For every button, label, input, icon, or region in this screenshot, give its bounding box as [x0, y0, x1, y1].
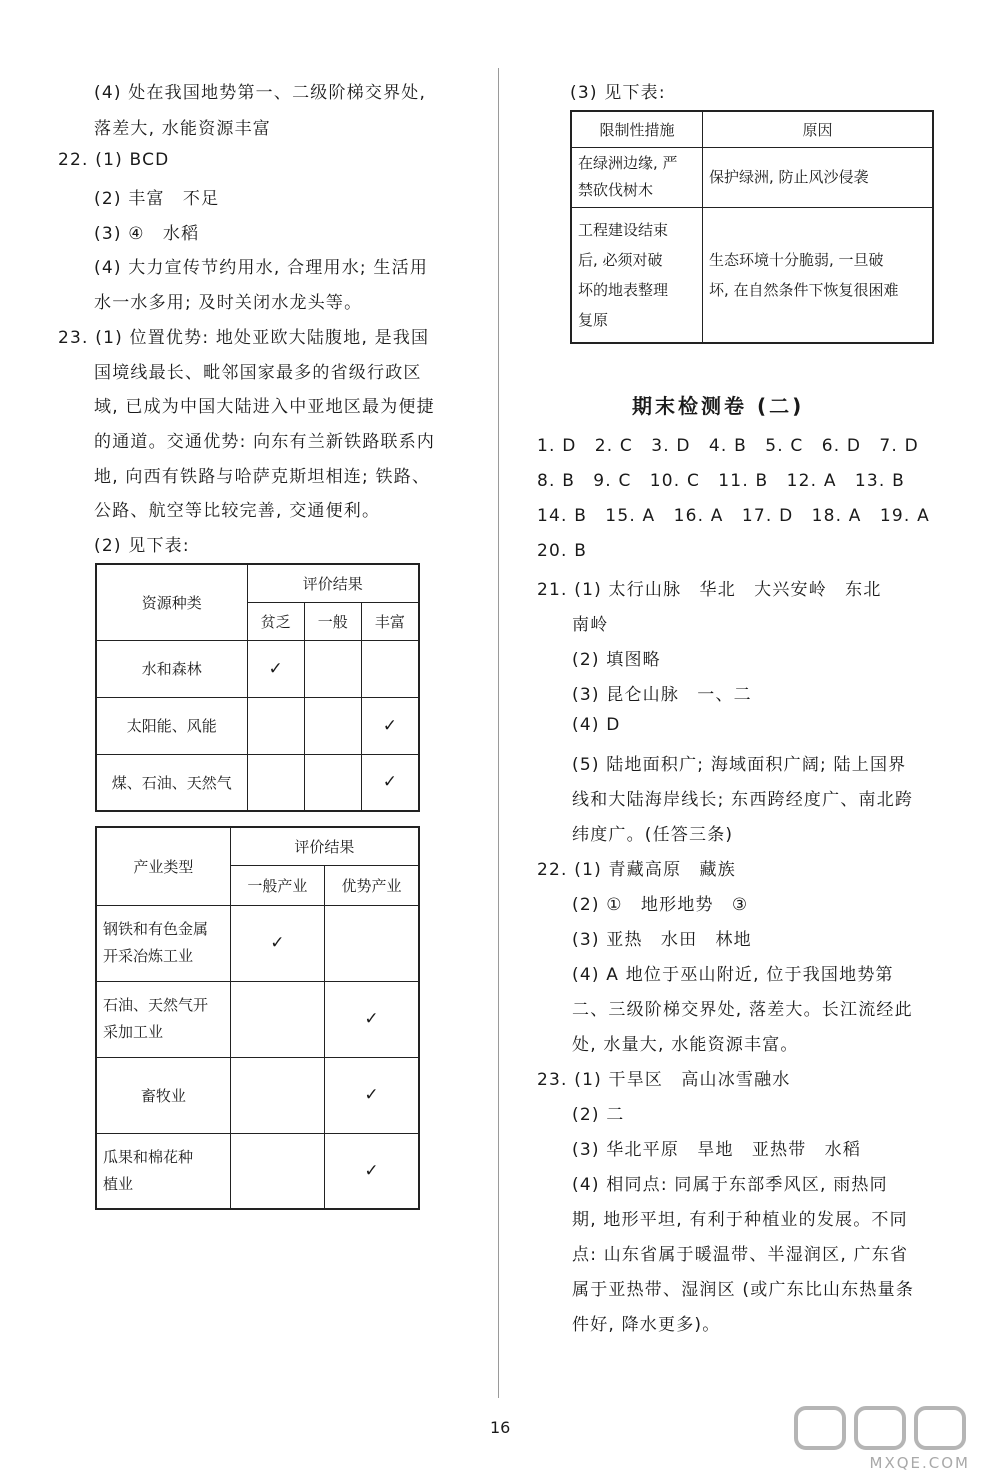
header-evaluation-result: 评价结果	[230, 827, 419, 865]
check-icon: ✓	[230, 905, 324, 981]
table-row	[96, 1133, 419, 1209]
text-line: (2) 见下表:	[94, 536, 190, 556]
industry-name	[96, 905, 230, 981]
table-row	[96, 640, 419, 697]
industry-name	[96, 981, 230, 1057]
text-line: 14. B 15. A 16. A 17. D 18. A 19. A	[537, 506, 930, 526]
table-row	[96, 1057, 419, 1133]
text-line: 线和大陆海岸线长; 东西跨经度广、南北跨	[572, 790, 914, 810]
text-line: 二、三级阶梯交界处, 落差大。长江流经此	[572, 1000, 913, 1020]
check-cell	[230, 981, 324, 1057]
watermark-text: MXQE.COM	[869, 1454, 970, 1472]
text-line: 1. D 2. C 3. D 4. B 5. C 6. D 7. D	[537, 436, 919, 456]
table-row	[96, 754, 419, 811]
check-cell	[304, 697, 361, 754]
text-line: 南岭	[572, 615, 609, 635]
text-line: (3) 昆仑山脉 一、二	[572, 685, 752, 705]
check-icon: ✓	[247, 640, 304, 697]
industry-name-line: 植业	[103, 1174, 134, 1193]
measure-line: 工程建设结束	[578, 220, 669, 239]
header-reason: 原因	[703, 111, 934, 147]
text-line: 23. (1) 干旱区 高山冰雪融水	[537, 1070, 791, 1090]
industry-name-line: 瓜果和棉花种	[103, 1147, 194, 1166]
reason-cell	[703, 207, 934, 343]
resource-name: 太阳能、风能	[96, 697, 247, 754]
measure-line: 坏的地表整理	[578, 280, 669, 299]
text-line: 20. B	[537, 541, 588, 561]
text-line: (3) 亚热 水田 林地	[572, 930, 752, 950]
text-line: (4) 处在我国地势第一、二级阶梯交界处,	[94, 83, 427, 103]
check-icon: ✓	[324, 981, 419, 1057]
text-line: (2) 填图略	[572, 650, 661, 670]
table-row	[96, 697, 419, 754]
header-col: 优势产业	[324, 865, 419, 905]
check-icon: ✓	[324, 1057, 419, 1133]
industry-name-line: 石油、天然气开	[103, 996, 209, 1014]
measure-line: 禁砍伐树木	[578, 181, 654, 199]
check-cell	[230, 1133, 324, 1209]
industry-name-line: 开采冶炼工业	[103, 947, 194, 965]
text-line: 处, 水量大, 水能资源丰富。	[572, 1035, 799, 1055]
text-line: (3) 华北平原 旱地 亚热带 水稻	[572, 1140, 862, 1160]
check-cell	[324, 905, 419, 981]
table-row	[96, 905, 419, 981]
header-evaluation-result: 评价结果	[247, 564, 419, 602]
text-line: 期, 地形平坦, 有利于种植业的发展。不同	[572, 1210, 908, 1230]
measure-line: 后, 必须对破	[578, 250, 663, 269]
page-number: 16	[490, 1418, 511, 1437]
text-line: 的通道。交通优势: 向东有兰新铁路联系内	[94, 432, 436, 452]
resource-name: 煤、石油、天然气	[96, 754, 247, 811]
text-line: (2) 丰富 不足	[94, 189, 220, 209]
check-cell	[230, 1057, 324, 1133]
check-cell	[361, 640, 419, 697]
measure-line: 在绿洲边缘, 严	[578, 154, 678, 172]
reason-line: 坏, 在自然条件下恢复很困难	[709, 280, 899, 299]
header-col: 丰富	[361, 602, 419, 640]
text-line: (2) 二	[572, 1105, 625, 1125]
text-line: (3) ④ 水稻	[94, 224, 200, 244]
header-col: 贫乏	[247, 602, 304, 640]
table-row	[571, 207, 933, 343]
resource-name: 水和森林	[96, 640, 247, 697]
text-line: 公路、航空等比较完善, 交通便利。	[94, 501, 381, 521]
text-line: 21. (1) 太行山脉 华北 大兴安岭 东北	[537, 580, 882, 600]
text-line: 23. (1) 位置优势: 地处亚欧大陆腹地, 是我国	[58, 328, 430, 348]
text-line: (4) 相同点: 同属于东部季风区, 雨热同	[572, 1175, 888, 1195]
industry-name-line: 采加工业	[103, 1023, 164, 1041]
check-icon: ✓	[361, 754, 419, 811]
measures-table	[570, 110, 934, 344]
text-line: (2) ① 地形地势 ③	[572, 895, 749, 915]
reason-line: 保护绿洲, 防止风沙侵袭	[709, 167, 869, 186]
header-resource-type: 资源种类	[96, 564, 247, 640]
header-col: 一般产业	[230, 865, 324, 905]
text-line: 地, 向西有铁路与哈萨克斯坦相连; 铁路、	[94, 467, 431, 487]
check-cell	[304, 754, 361, 811]
reason-cell	[703, 147, 934, 207]
text-line: (5) 陆地面积广; 海域面积广阔; 陆上国界	[572, 755, 907, 775]
text-line: (4) D	[572, 715, 621, 735]
text-line: (3) 见下表:	[570, 83, 666, 103]
industry-name-line: 钢铁和有色金属	[103, 920, 209, 938]
text-line: 纬度广。(任答三条)	[572, 825, 734, 845]
reason-line: 生态环境十分脆弱, 一旦破	[709, 250, 884, 269]
measure-line: 复原	[578, 310, 609, 329]
industry-evaluation-table	[95, 826, 420, 1210]
text-line: 件好, 降水更多)。	[572, 1315, 721, 1335]
text-line: (4) A 地位于巫山附近, 位于我国地势第	[572, 965, 894, 985]
text-line: 国境线最长、毗邻国家最多的省级行政区	[94, 363, 422, 383]
check-cell	[247, 697, 304, 754]
industry-name	[96, 1133, 230, 1209]
text-line: 点: 山东省属于暖温带、半湿润区, 广东省	[572, 1245, 909, 1265]
text-line: 22. (1) BCD	[58, 150, 170, 170]
measure-cell	[571, 147, 703, 207]
text-line: 域, 已成为中国大陆进入中亚地区最为便捷	[94, 397, 435, 417]
header-measure: 限制性措施	[571, 111, 703, 147]
industry-name: 畜牧业	[96, 1057, 230, 1133]
text-line: 22. (1) 青藏高原 藏族	[537, 860, 736, 880]
measure-cell	[571, 207, 703, 343]
text-line: 水一水多用; 及时关闭水龙头等。	[94, 293, 363, 313]
text-line: 属于亚热带、湿润区 (或广东比山东热量条	[572, 1280, 915, 1300]
table-row	[96, 981, 419, 1057]
check-icon: ✓	[324, 1133, 419, 1209]
header-industry-type: 产业类型	[96, 827, 230, 905]
column-divider	[498, 68, 499, 1398]
check-cell	[247, 754, 304, 811]
text-line: 落差大, 水能资源丰富	[94, 119, 272, 139]
header-col: 一般	[304, 602, 361, 640]
text-line: (4) 大力宣传节约用水, 合理用水; 生活用	[94, 258, 429, 278]
text-line: 8. B 9. C 10. C 11. B 12. A 13. B	[537, 471, 905, 491]
check-icon: ✓	[361, 697, 419, 754]
table-row	[571, 147, 933, 207]
check-cell	[304, 640, 361, 697]
section-title: 期末检测卷 (二)	[632, 394, 805, 418]
resource-evaluation-table	[95, 563, 420, 812]
